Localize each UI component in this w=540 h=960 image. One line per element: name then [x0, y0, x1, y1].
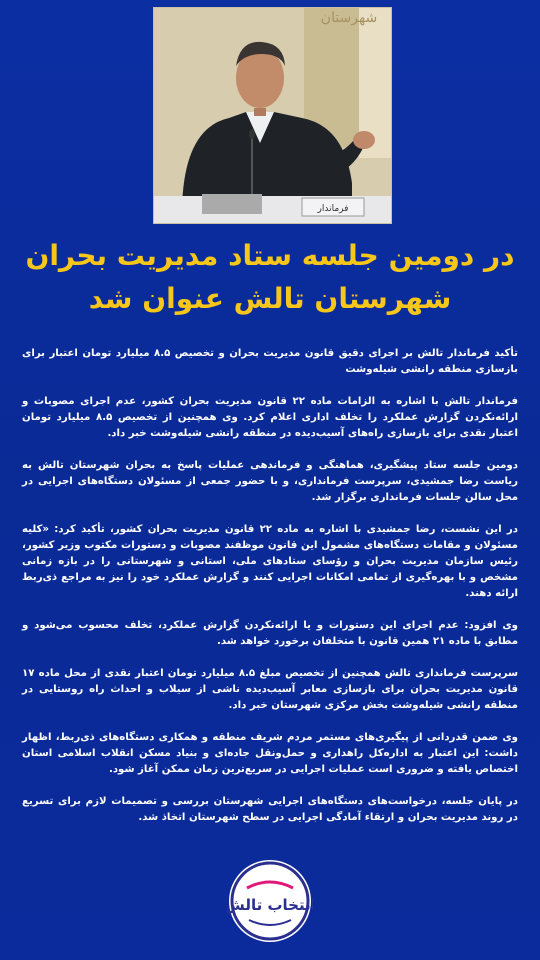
nameplate-text: فرماندار [317, 204, 349, 214]
article-paragraph: سرپرست فرمانداری تالش همچنین از تخصیص مبلغ ۸.۵ میلیارد تومان اعتبار نقدی از محل ماده ۱۷ قانون مدیریت بحران برای بازسازی معابر آسیب‌دیده ناشی از سیلاب و احداث راه روستایی در منطقه رانشی شیله‌وشت بخش مرکزی شهرستان خبر داد. [22, 668, 518, 711]
microphone-icon [249, 129, 255, 139]
article-body [22, 346, 518, 842]
entekhab-talesh-logo [227, 858, 313, 944]
article-paragraph: وی ضمن قدردانی از پیگیری‌های مستمر مردم شریف منطقه و همکاری دستگاه‌های ذی‌ربط، اظهار داشت: این اعتبار به اداره‌کل راهداری و حمل‌ونقل جاده‌ای و بنیاد مسکن انقلاب اسلامی استان اختصاص یافته و ضروری است عملیات اجرایی در سریع‌ترین زمان ممکن آغاز شود. [22, 732, 518, 775]
article-paragraph: در این نشست، رضا جمشیدی با اشاره به ماده ۲۲ قانون مدیریت بحران کشور، تأکید کرد: «کلیه مسئولان و مقامات دستگاه‌های مشمول این قانون موظفند مصوبات و دستورات مکتوب وزیر کشور، رئیس سازمان مدیریت بحران و رؤسای ستادهای ملی، استانی و شهرستانی را در بازه زمانی مشخص و با بهره‌گیری از تمامی امکانات اجرایی کنند و گزارش عملکرد خود را نیز به مراجع ذی‌ربط ارائه دهند. [22, 524, 518, 599]
speaker-photo-illustration [154, 8, 391, 223]
speaker-hand [353, 131, 375, 149]
headline-line-1: در دومین جلسه ستاد مدیریت بحران [25, 239, 515, 272]
photo-laptop [202, 194, 262, 214]
headline-line-2: شهرستان تالش عنوان شد [88, 282, 452, 315]
article-paragraph: در پایان جلسه، درخواست‌های دستگاه‌های اجرایی شهرستان بررسی و تصمیمات لازم برای تسریع در روند مدیریت بحران و ارتقاء آمادگی اجرایی در سطح شهرستان اتخاذ شد. [22, 796, 518, 823]
logo-mark [227, 858, 313, 944]
speaker-neck [254, 108, 266, 116]
article-paragraph: فرماندار تالش با اشاره به الزامات ماده ۲۲ قانون مدیریت بحران کشور، عدم اجرای مصوبات و ارائه‌نکردن گزارش عملکرد را تخلف اداری اعلام کرد. وی همچنین از تخصیص ۸.۵ میلیارد تومان اعتبار نقدی برای بازسازی راه‌های آسیب‌دیده در منطقه رانشی شیله‌وشت خبر داد. [22, 396, 518, 439]
logo-text: انتخاب تالش [227, 896, 313, 914]
photo-wall-text: شهرستان [320, 10, 378, 26]
article-paragraph: وی افزود: عدم اجرای این دستورات و یا ارائه‌نکردن گزارش عملکرد، تخلف محسوب می‌شود و مطابق با ماده ۲۱ همین قانون با متخلفان برخورد خواهد شد. [22, 620, 518, 647]
article-paragraph: دومین جلسه ستاد پیشگیری، هماهنگی و فرماندهی عملیات پاسخ به بحران شهرستان تالش به ریاست رضا جمشیدی، سرپرست فرمانداری، و با حضور جمعی از مسئولان دستگاه‌های اجرایی در محل سالن جلسات فرمانداری برگزار شد. [22, 460, 518, 503]
article-paragraph: تأکید فرماندار تالش بر اجرای دقیق قانون مدیریت بحران و تخصیص ۸.۵ میلیارد تومان اعتبار برای بازسازی منطقه رانشی شیله‌وشت [22, 348, 518, 375]
news-photo [153, 7, 392, 224]
